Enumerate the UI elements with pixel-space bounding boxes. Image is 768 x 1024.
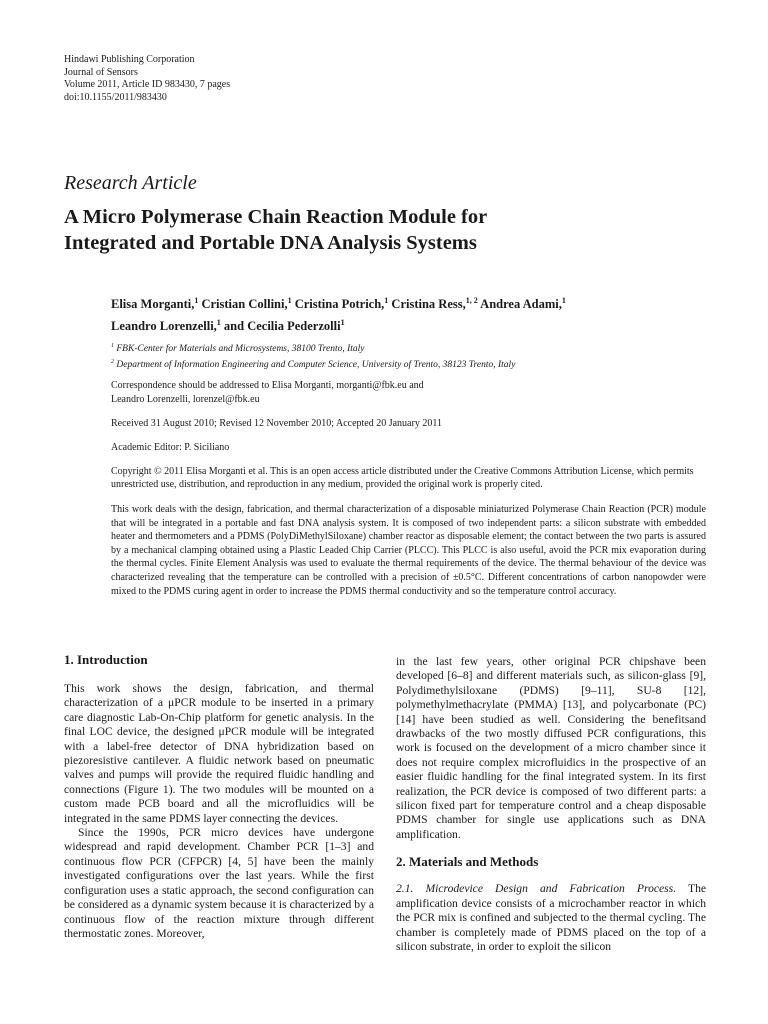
author-affiliation-mark: 1 — [216, 317, 221, 327]
author-affiliation-mark: 1 — [340, 317, 345, 327]
author-name: Cristina Ress, — [388, 297, 466, 312]
correspondence-line-2: Leandro Lorenzelli, lorenzel@fbk.eu — [111, 394, 260, 405]
title-line-1: A Micro Polymerase Chain Reaction Module for — [64, 206, 488, 228]
author-line-2 — [111, 314, 711, 336]
affiliation-mark: 1 — [111, 343, 114, 349]
author-name: Andrea Adami, — [477, 297, 562, 312]
volume-info: Volume 2011, Article ID 983430, 7 pages — [64, 79, 231, 90]
author-affiliation-mark: 1 — [194, 296, 199, 305]
section-heading-methods: 2. Materials and Methods — [396, 854, 539, 870]
left-column — [64, 652, 374, 941]
affiliation-text: FBK-Center for Materials and Microsystems, 38100 Trento, Italy — [114, 344, 365, 355]
author-line-1 — [111, 292, 711, 314]
paragraph: Since the 1990s, PCR micro devices have undergone widespread and rapid development. Chamber PCR [1–3] and continuous flow PCR (CFPCR) [4, 5] have been the mainly investigated configurations over the last years. While the first configuration uses a static approach, the second configuration can be considered as a dynamic system because it is characterized by a continuous flow of the reaction mixture through different thermostatic zones. Moreover, — [64, 826, 374, 940]
received-dates: Received 31 August 2010; Revised 12 November 2010; Accepted 20 January 2011 — [111, 418, 442, 429]
author-affiliation-mark: 1 — [287, 296, 292, 305]
article-type: Research Article — [64, 172, 197, 194]
paragraph: in the last few years, other original PCR chipshave been developed [6–8] and different materials such, as silicon-glass [9], Polydimethylsiloxane (PDMS) [9–11], SU-8 [12], polymethylmethacrylate (PMMA) [13], and polycarbonate (PC) [14] have been studied as well. Considering the benefitsand drawbacks of the two mostly diffused PCR configurations, this work is focused on the development of a micro chamber since it does not require complex microfluidics in the prospective of an easier fluidic handling for the final integrated system. In its first realization, the PCR device is composed of two different parts: a silicon fixed part for temperature control and a cheap disposable PDMS chamber for single use applications such as DNA amplification. — [396, 655, 706, 841]
paper-title — [64, 204, 704, 256]
author-name: Cristian Collini, — [198, 297, 288, 312]
journal-header — [64, 54, 230, 104]
publisher-name: Hindawi Publishing Corporation — [64, 54, 195, 65]
paragraph — [396, 882, 706, 954]
author-name: Elisa Morganti, — [111, 297, 195, 312]
author-name: Leandro Lorenzelli, — [111, 318, 217, 333]
academic-editor: Academic Editor: P. Siciliano — [111, 442, 230, 453]
paragraph-text: The amplification device consists of a microchamber reactor in which the PCR mix is confined and subjected to the thermal cycling. The chamber is completely made of PDMS placed on the top of a silicon substrate, in order to exploit the silicon — [396, 882, 707, 953]
abstract: This work deals with the design, fabrication, and thermal characterization of a disposable miniaturized Polymerase Chain Reaction (PCR) module that will be integrated in a portable and fast DNA analysis system. It is composed of two independent parts: a silicon substrate with embedded heater and thermometers and a PDMS (PolyDiMethylSiloxane) chamber reactor as disposable element; the contact between the two parts is assured by a mechanical clamping obtained using a Plastic Leaded Chip Carrier (PLCC). This PLCC is also useful, avoid the PCR mix evaporation during the thermal cycles. Finite Element Analysis was used to evaluate the thermal requirements of the device. The thermal behaviour of the device was characterized revealing that the temperature can be controlled with a precision of ±0.5°C. Different concentrations of carbon nanopowder were mixed to the PDMS curing agent in order to increase the PDMS thermal conductivity and so the temperature control accuracy. — [111, 504, 706, 597]
author-affiliation-mark: 1 — [384, 296, 389, 305]
author-affiliation-mark: 1, 2 — [465, 296, 478, 305]
author-name: Cristina Potrich, — [291, 297, 385, 312]
affiliation-text: Department of Information Engineering and Computer Science, University of Trento, 38123 Trento, Italy — [114, 360, 516, 371]
affiliations — [111, 340, 515, 372]
doi: doi:10.1155/2011/983430 — [64, 91, 167, 103]
subsection-heading: 2.1. Microdevice Design and Fabrication Process. — [396, 882, 677, 896]
correspondence-line-1: Correspondence should be addressed to Elisa Morganti, morganti@fbk.eu and — [111, 380, 424, 391]
author-list — [111, 292, 711, 335]
copyright-notice: Copyright © 2011 Elisa Morganti et al. This is an open access article distributed under the Creative Commons Attribution License, which permits unrestricted use, distribution, and reproduction in any medium, provided the original work is properly cited. — [111, 466, 694, 490]
author-name: and Cecilia Pederzolli — [220, 318, 341, 333]
right-column — [396, 655, 706, 954]
section-heading-introduction: 1. Introduction — [64, 652, 148, 667]
affiliation-2 — [111, 356, 515, 372]
author-affiliation-mark: 1 — [561, 296, 566, 305]
affiliation-mark: 2 — [111, 359, 114, 366]
paragraph: This work shows the design, fabrication, and thermal characterization of a μPCR module to be inserted in a primary care diagnostic Lab-On-Chip platform for genetic analysis. In the final LOC device, the designed μPCR module will be integrated with a label-free detector of DNA hybridization based on piezoresistive cantilever. A fluidic network based on pneumatic valves and pumps will provide the required fluidic handling and connections (Figure 1). The two modules will be mounted on a custom made PCB board and all the microfluidics will be integrated in the same PDMS layer connecting the devices. — [64, 682, 374, 825]
title-line-2: Integrated and Portable DNA Analysis Systems — [64, 232, 477, 254]
affiliation-1 — [111, 340, 515, 356]
correspondence — [111, 379, 424, 407]
journal-name: Journal of Sensors — [64, 66, 138, 78]
